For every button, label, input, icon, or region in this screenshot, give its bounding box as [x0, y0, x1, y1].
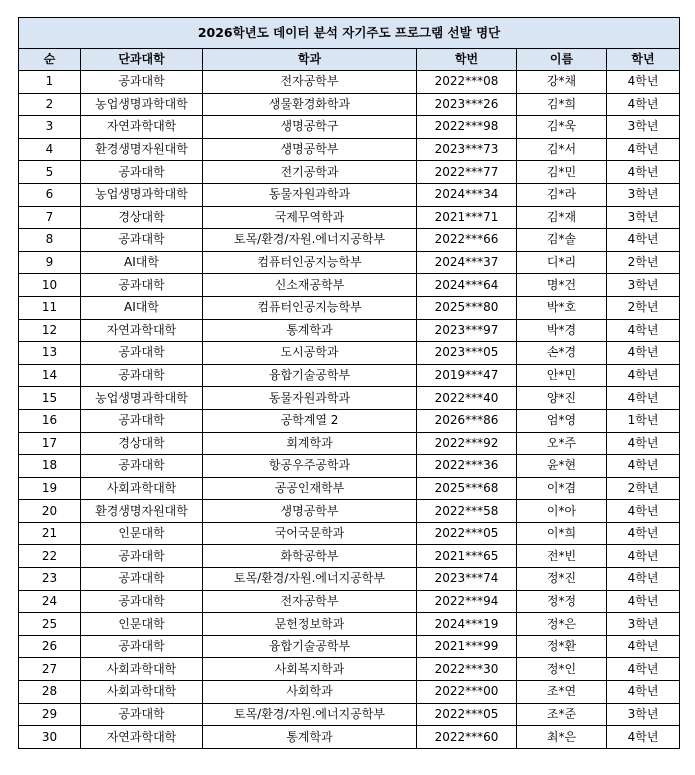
cell-department: 공공인재학부 — [203, 477, 417, 500]
cell-college: 공과대학 — [81, 364, 203, 387]
cell-no: 6 — [19, 183, 81, 206]
cell-grade: 4학년 — [607, 500, 680, 523]
cell-no: 16 — [19, 409, 81, 432]
cell-name: 박*경 — [517, 319, 607, 342]
cell-grade: 3학년 — [607, 613, 680, 636]
cell-student-id: 2024***19 — [417, 613, 517, 636]
cell-no: 24 — [19, 590, 81, 613]
table-row — [19, 183, 680, 206]
cell-name: 엄*영 — [517, 409, 607, 432]
table-row — [19, 387, 680, 410]
cell-student-id: 2023***26 — [417, 93, 517, 116]
cell-department: 융합기술공학부 — [203, 635, 417, 658]
cell-no: 18 — [19, 455, 81, 478]
table-row — [19, 409, 680, 432]
table-row — [19, 568, 680, 591]
cell-name: 조*준 — [517, 703, 607, 726]
cell-student-id: 2024***37 — [417, 251, 517, 274]
cell-department: 회계학과 — [203, 432, 417, 455]
table-row — [19, 274, 680, 297]
cell-student-id: 2022***92 — [417, 432, 517, 455]
header-student-id: 학번 — [417, 49, 517, 71]
cell-department: 생명공학부 — [203, 138, 417, 161]
cell-no: 21 — [19, 522, 81, 545]
cell-department: 국어국문학과 — [203, 522, 417, 545]
cell-college: 공과대학 — [81, 161, 203, 184]
table-row — [19, 138, 680, 161]
cell-name: 최*은 — [517, 726, 607, 749]
cell-no: 9 — [19, 251, 81, 274]
cell-department: 전기공학과 — [203, 161, 417, 184]
cell-department: 신소재공학부 — [203, 274, 417, 297]
table-title: 2026학년도 데이터 분석 자기주도 프로그램 선발 명단 — [19, 18, 680, 49]
cell-student-id: 2021***71 — [417, 206, 517, 229]
cell-grade: 4학년 — [607, 342, 680, 365]
cell-no: 13 — [19, 342, 81, 365]
header-row — [19, 49, 680, 71]
table-row — [19, 71, 680, 94]
cell-student-id: 2023***74 — [417, 568, 517, 591]
cell-student-id: 2024***64 — [417, 274, 517, 297]
cell-no: 25 — [19, 613, 81, 636]
cell-student-id: 2022***77 — [417, 161, 517, 184]
cell-no: 30 — [19, 726, 81, 749]
cell-student-id: 2022***05 — [417, 703, 517, 726]
cell-student-id: 2021***99 — [417, 635, 517, 658]
table-row — [19, 500, 680, 523]
cell-name: 정*정 — [517, 590, 607, 613]
cell-department: 컴퓨터인공지능학부 — [203, 251, 417, 274]
cell-college: 인문대학 — [81, 613, 203, 636]
cell-grade: 3학년 — [607, 703, 680, 726]
cell-student-id: 2025***68 — [417, 477, 517, 500]
cell-college: 자연과학대학 — [81, 319, 203, 342]
cell-college: 환경생명자원대학 — [81, 138, 203, 161]
cell-name: 김*민 — [517, 161, 607, 184]
cell-department: 공학계열 2 — [203, 409, 417, 432]
cell-grade: 3학년 — [607, 116, 680, 139]
cell-student-id: 2021***65 — [417, 545, 517, 568]
cell-name: 정*진 — [517, 568, 607, 591]
cell-name: 정*환 — [517, 635, 607, 658]
cell-grade: 4학년 — [607, 229, 680, 252]
cell-college: 공과대학 — [81, 635, 203, 658]
cell-grade: 4학년 — [607, 455, 680, 478]
cell-college: 공과대학 — [81, 229, 203, 252]
cell-no: 22 — [19, 545, 81, 568]
cell-no: 27 — [19, 658, 81, 681]
cell-grade: 3학년 — [607, 183, 680, 206]
cell-grade: 4학년 — [607, 93, 680, 116]
cell-grade: 4학년 — [607, 71, 680, 94]
cell-department: 동물자원과학과 — [203, 387, 417, 410]
cell-grade: 1학년 — [607, 409, 680, 432]
cell-no: 10 — [19, 274, 81, 297]
cell-department: 전자공학부 — [203, 590, 417, 613]
cell-student-id: 2022***05 — [417, 522, 517, 545]
cell-grade: 4학년 — [607, 138, 680, 161]
cell-name: 정*인 — [517, 658, 607, 681]
header-college: 단과대학 — [81, 49, 203, 71]
cell-name: 디*리 — [517, 251, 607, 274]
cell-college: 농업생명과학대학 — [81, 93, 203, 116]
cell-grade: 4학년 — [607, 387, 680, 410]
table-row — [19, 703, 680, 726]
cell-student-id: 2023***73 — [417, 138, 517, 161]
cell-name: 이*희 — [517, 522, 607, 545]
cell-department: 전자공학부 — [203, 71, 417, 94]
cell-college: 농업생명과학대학 — [81, 387, 203, 410]
table-row — [19, 681, 680, 704]
cell-department: 융합기술공학부 — [203, 364, 417, 387]
cell-student-id: 2019***47 — [417, 364, 517, 387]
cell-department: 사회학과 — [203, 681, 417, 704]
table-row — [19, 251, 680, 274]
cell-student-id: 2022***08 — [417, 71, 517, 94]
cell-college: 경상대학 — [81, 206, 203, 229]
table-row — [19, 545, 680, 568]
cell-department: 토목/환경/자원.에너지공학부 — [203, 568, 417, 591]
cell-no: 8 — [19, 229, 81, 252]
cell-no: 20 — [19, 500, 81, 523]
table-row — [19, 635, 680, 658]
cell-grade: 2학년 — [607, 477, 680, 500]
cell-college: 공과대학 — [81, 545, 203, 568]
cell-department: 통계학과 — [203, 726, 417, 749]
header-name: 이름 — [517, 49, 607, 71]
cell-student-id: 2023***97 — [417, 319, 517, 342]
cell-no: 17 — [19, 432, 81, 455]
table-row — [19, 477, 680, 500]
cell-department: 토목/환경/자원.에너지공학부 — [203, 703, 417, 726]
cell-no: 1 — [19, 71, 81, 94]
table-row — [19, 590, 680, 613]
cell-name: 이*겸 — [517, 477, 607, 500]
cell-no: 19 — [19, 477, 81, 500]
table-row — [19, 613, 680, 636]
table-row — [19, 161, 680, 184]
cell-department: 국제무역학과 — [203, 206, 417, 229]
cell-no: 4 — [19, 138, 81, 161]
cell-name: 전*빈 — [517, 545, 607, 568]
cell-grade: 4학년 — [607, 635, 680, 658]
cell-grade: 4학년 — [607, 545, 680, 568]
cell-no: 15 — [19, 387, 81, 410]
cell-college: 자연과학대학 — [81, 726, 203, 749]
cell-grade: 4학년 — [607, 726, 680, 749]
cell-department: 생명공학구 — [203, 116, 417, 139]
cell-student-id: 2022***30 — [417, 658, 517, 681]
table-row — [19, 116, 680, 139]
selection-list-table — [18, 17, 680, 749]
cell-no: 2 — [19, 93, 81, 116]
cell-grade: 2학년 — [607, 251, 680, 274]
cell-college: 환경생명자원대학 — [81, 500, 203, 523]
cell-name: 김*재 — [517, 206, 607, 229]
table-row — [19, 522, 680, 545]
cell-college: 공과대학 — [81, 409, 203, 432]
cell-college: 사회과학대학 — [81, 681, 203, 704]
cell-grade: 4학년 — [607, 364, 680, 387]
cell-department: 항공우주공학과 — [203, 455, 417, 478]
cell-no: 29 — [19, 703, 81, 726]
cell-college: 사회과학대학 — [81, 477, 203, 500]
cell-no: 14 — [19, 364, 81, 387]
cell-grade: 4학년 — [607, 590, 680, 613]
cell-college: AI대학 — [81, 296, 203, 319]
cell-name: 김*욱 — [517, 116, 607, 139]
cell-grade: 4학년 — [607, 319, 680, 342]
cell-college: 경상대학 — [81, 432, 203, 455]
cell-student-id: 2022***36 — [417, 455, 517, 478]
table-row — [19, 93, 680, 116]
cell-department: 생물환경화학과 — [203, 93, 417, 116]
cell-name: 김*희 — [517, 93, 607, 116]
cell-grade: 3학년 — [607, 206, 680, 229]
cell-student-id: 2022***40 — [417, 387, 517, 410]
cell-name: 양*진 — [517, 387, 607, 410]
table-row — [19, 206, 680, 229]
cell-college: 인문대학 — [81, 522, 203, 545]
cell-no: 23 — [19, 568, 81, 591]
cell-grade: 3학년 — [607, 274, 680, 297]
cell-department: 생명공학부 — [203, 500, 417, 523]
cell-name: 윤*현 — [517, 455, 607, 478]
cell-student-id: 2022***98 — [417, 116, 517, 139]
cell-no: 28 — [19, 681, 81, 704]
cell-name: 김*솔 — [517, 229, 607, 252]
cell-grade: 4학년 — [607, 681, 680, 704]
cell-name: 박*호 — [517, 296, 607, 319]
cell-department: 통계학과 — [203, 319, 417, 342]
cell-department: 토목/환경/자원.에너지공학부 — [203, 229, 417, 252]
cell-student-id: 2022***94 — [417, 590, 517, 613]
cell-grade: 4학년 — [607, 568, 680, 591]
table-row — [19, 726, 680, 749]
cell-department: 컴퓨터인공지능학부 — [203, 296, 417, 319]
cell-name: 정*은 — [517, 613, 607, 636]
table-row — [19, 364, 680, 387]
cell-student-id: 2024***34 — [417, 183, 517, 206]
cell-student-id: 2022***60 — [417, 726, 517, 749]
cell-student-id: 2022***66 — [417, 229, 517, 252]
cell-no: 26 — [19, 635, 81, 658]
table-row — [19, 455, 680, 478]
cell-name: 손*경 — [517, 342, 607, 365]
cell-name: 오*주 — [517, 432, 607, 455]
cell-student-id: 2025***80 — [417, 296, 517, 319]
table-row — [19, 319, 680, 342]
table-row — [19, 432, 680, 455]
cell-no: 5 — [19, 161, 81, 184]
cell-department: 사회복지학과 — [203, 658, 417, 681]
cell-college: 사회과학대학 — [81, 658, 203, 681]
cell-student-id: 2023***05 — [417, 342, 517, 365]
cell-grade: 4학년 — [607, 658, 680, 681]
cell-no: 11 — [19, 296, 81, 319]
cell-name: 안*민 — [517, 364, 607, 387]
cell-college: 공과대학 — [81, 568, 203, 591]
cell-student-id: 2026***86 — [417, 409, 517, 432]
cell-student-id: 2022***58 — [417, 500, 517, 523]
cell-college: 공과대학 — [81, 274, 203, 297]
table-row — [19, 296, 680, 319]
cell-name: 김*서 — [517, 138, 607, 161]
cell-department: 도시공학과 — [203, 342, 417, 365]
cell-college: AI대학 — [81, 251, 203, 274]
header-grade: 학년 — [607, 49, 680, 71]
cell-no: 12 — [19, 319, 81, 342]
table-row — [19, 658, 680, 681]
cell-grade: 4학년 — [607, 161, 680, 184]
cell-name: 명*건 — [517, 274, 607, 297]
header-department: 학과 — [203, 49, 417, 71]
table-row — [19, 342, 680, 365]
cell-college: 공과대학 — [81, 703, 203, 726]
cell-name: 강*채 — [517, 71, 607, 94]
cell-college: 농업생명과학대학 — [81, 183, 203, 206]
cell-department: 동물자원과학과 — [203, 183, 417, 206]
cell-grade: 4학년 — [607, 432, 680, 455]
header-no: 순 — [19, 49, 81, 71]
cell-no: 7 — [19, 206, 81, 229]
cell-college: 공과대학 — [81, 455, 203, 478]
cell-student-id: 2022***00 — [417, 681, 517, 704]
cell-no: 3 — [19, 116, 81, 139]
cell-college: 공과대학 — [81, 71, 203, 94]
table-row — [19, 229, 680, 252]
cell-department: 문헌정보학과 — [203, 613, 417, 636]
cell-department: 화학공학부 — [203, 545, 417, 568]
cell-name: 이*아 — [517, 500, 607, 523]
cell-grade: 2학년 — [607, 296, 680, 319]
cell-name: 조*연 — [517, 681, 607, 704]
cell-college: 자연과학대학 — [81, 116, 203, 139]
cell-college: 공과대학 — [81, 590, 203, 613]
selection-list-sheet — [18, 17, 679, 749]
cell-college: 공과대학 — [81, 342, 203, 365]
cell-name: 김*라 — [517, 183, 607, 206]
cell-grade: 4학년 — [607, 522, 680, 545]
